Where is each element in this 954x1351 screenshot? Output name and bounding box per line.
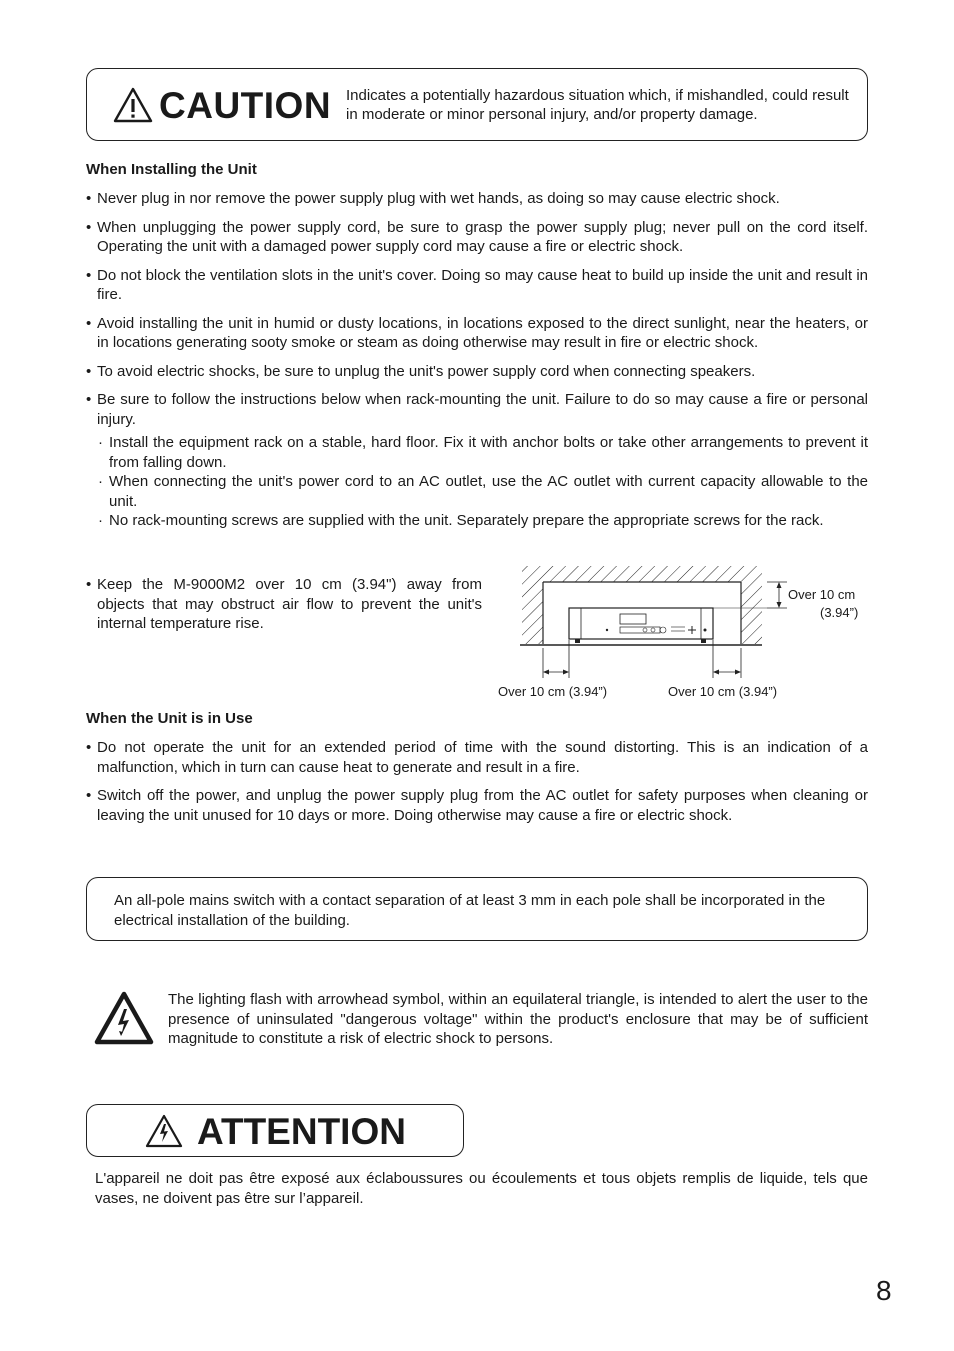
list-item: • When unplugging the power supply cord, be sure to grasp the power supply plug; never pull on the cord itself. Operating the unit with a damaged power supply cord may cause a fire or electric shock. [86, 218, 868, 257]
mains-switch-note-box [86, 877, 868, 941]
top-clearance-label-inch: (3.94”) [820, 605, 859, 620]
warning-triangle-icon [113, 87, 153, 123]
right-clearance-label: Over 10 cm (3.94”) [668, 684, 778, 699]
list-item: • Keep the M-9000M2 over 10 cm (3.94") away from objects that may obstruct air flow to prevent the unit's internal temperature rise. [86, 575, 482, 634]
top-clearance-label: Over 10 cm [788, 587, 856, 602]
list-item: • Be sure to follow the instructions below when rack-mounting the unit. Failure to do so may cause a fire or personal injury. [86, 390, 868, 429]
sub-list-item: · Install the equipment rack on a stable, hard floor. Fix it with anchor bolts or take other arrangements to prevent it from falling down. [86, 433, 868, 472]
list-item: • Switch off the power, and unplug the power supply plug from the AC outlet for safety purposes when cleaning or leaving the unit unused for 10 days or more. Doing otherwise may cause a fire or electric shock. [86, 786, 868, 825]
lightning-triangle-icon [145, 1114, 183, 1148]
sub-list-item: · When connecting the unit's power cord to an AC outlet, use the AC outlet with current capacity allowable to the unit. [86, 472, 868, 511]
caution-title: CAUTION [159, 85, 332, 126]
rack-mount-sub-list [86, 433, 868, 531]
list-item: • Do not block the ventilation slots in the unit's cover. Doing so may cause heat to build up inside the unit and result in fire. [86, 266, 868, 305]
installing-heading: When Installing the Unit [86, 161, 257, 178]
in-use-heading: When the Unit is in Use [86, 710, 253, 727]
list-item: • Never plug in nor remove the power supply plug with wet hands, as doing so may cause electric shock. [86, 189, 868, 209]
left-clearance-label: Over 10 cm (3.94”) [498, 684, 608, 699]
in-use-bullet-list [86, 738, 868, 834]
list-item: • Do not operate the unit for an extended period of time with the sound distorting. This is an indication of a malfunction, which in turn can cause heat to generate and result in a fire. [86, 738, 868, 777]
clearance-diagram [495, 560, 875, 710]
attention-title: ATTENTION [197, 1111, 406, 1152]
mains-switch-note: An all-pole mains switch with a contact separation of at least 3 mm in each pole shall be incorporated in the electrical installation of the building. [114, 892, 826, 929]
caution-box [86, 68, 868, 141]
list-item: • Avoid installing the unit in humid or dusty locations, in locations exposed to the direct sunlight, near the heaters, or in locations generating sooty smoke or steam as doing otherwise may result in fire or electric shock. [86, 314, 868, 353]
installing-bullet-list [86, 189, 868, 540]
caution-description: Indicates a potentially hazardous situation which, if mishandled, could result in moderate or minor personal injury, and/or property damage. [346, 87, 849, 123]
sub-list-item: · No rack-mounting screws are supplied with the unit. Separately prepare the appropriate screws for the rack. [86, 511, 868, 531]
attention-box [86, 1104, 464, 1157]
clearance-bullet [86, 575, 482, 634]
lightning-warning-text: The lighting flash with arrowhead symbol, within an equilateral triangle, is intended to alert the user to the presence of uninsulated "dangerous voltage" within the product's enclosure that may be of sufficient magnitude to constitute a risk of electric shock to persons. [168, 991, 868, 1047]
lightning-triangle-icon [94, 991, 154, 1045]
list-item: • To avoid electric shocks, be sure to unplug the unit's power supply cord when connecting speakers. [86, 362, 868, 382]
page-number: 8 [876, 1275, 892, 1306]
attention-text: L'appareil ne doit pas être exposé aux éclaboussures ou écoulements et tous objets remplis de liquide, tels que vases, ne doivent pas être sur l’appareil. [95, 1170, 868, 1207]
